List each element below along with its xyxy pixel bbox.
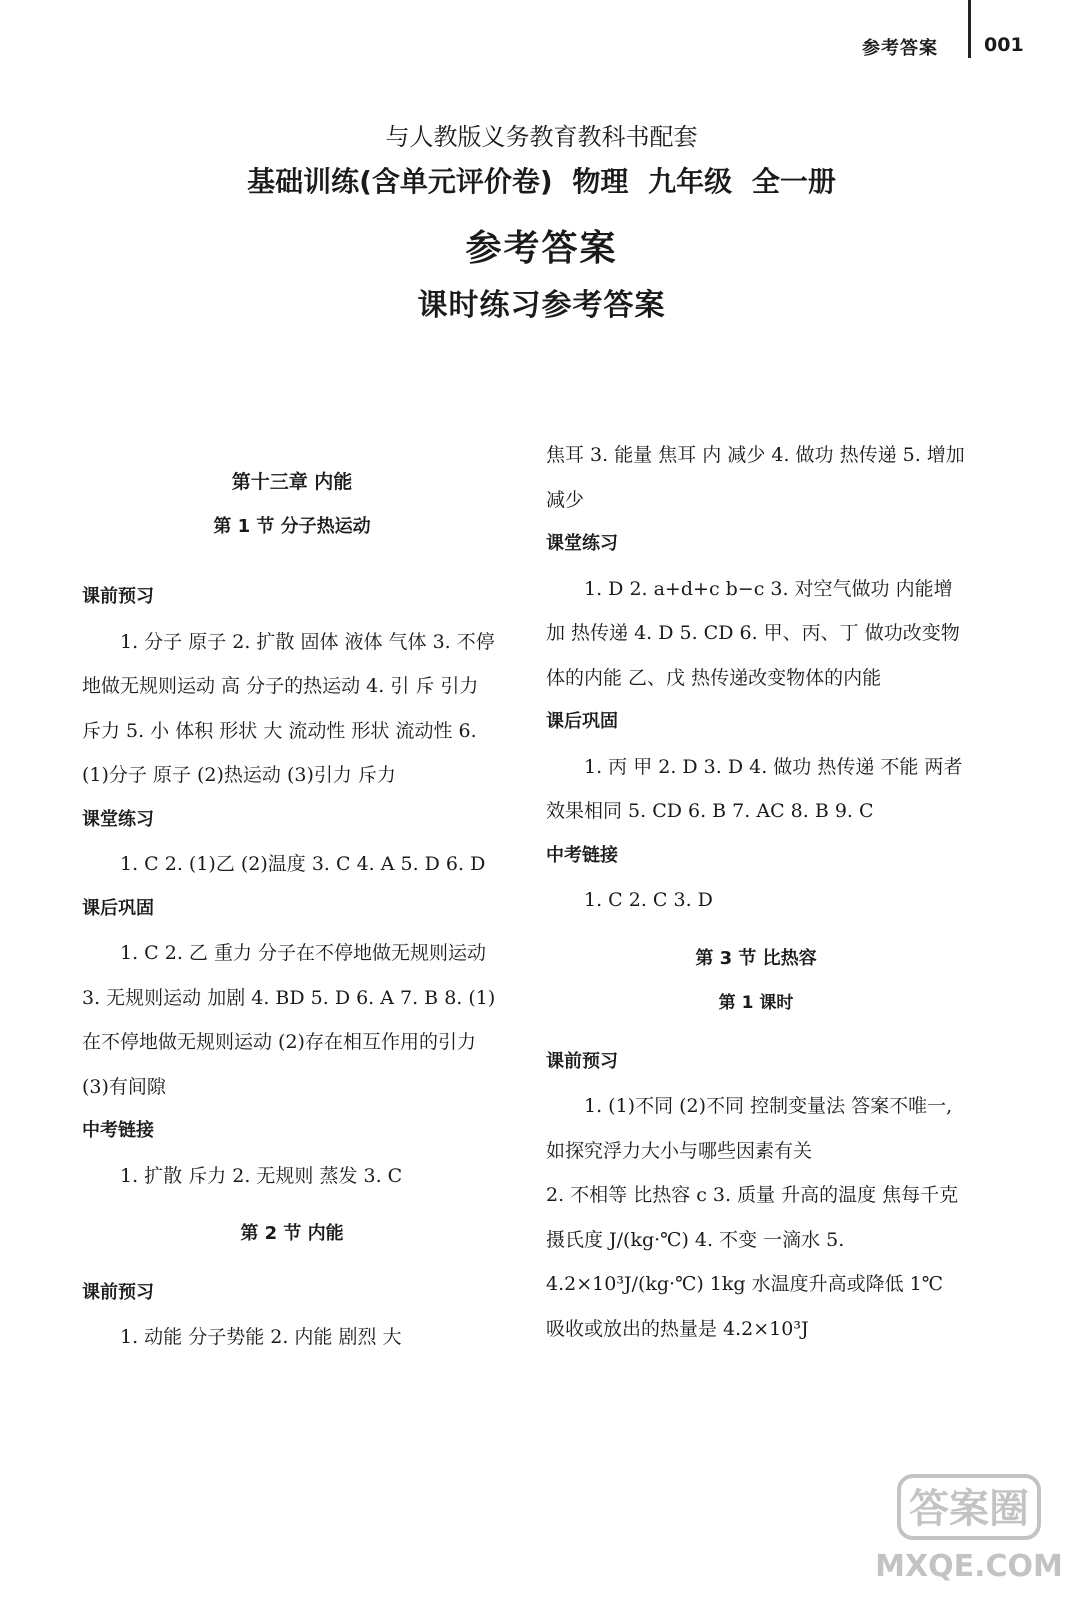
subsection-heading: 课堂练习 <box>82 808 154 830</box>
subsection-heading: 中考链接 <box>82 1120 154 1141</box>
subsection-heading: 课前预习 <box>546 1050 618 1072</box>
lesson-heading: 第 1 课时 <box>718 993 794 1013</box>
subsection-heading: 课前预习 <box>82 1281 154 1303</box>
book-subtitle: 与人教版义务教育教科书配套 <box>385 123 698 151</box>
answer-paragraph: 1. C 2. C 3. D <box>584 889 713 911</box>
subsection-heading: 课堂练习 <box>546 533 618 554</box>
answer-paragraph: 2. 不相等 比热容 c 3. 质量 升高的温度 焦每千克摄氏度 J/(kg·℃) 4. 不变 一滴水 5. 4.2×10³J/(kg·℃) 1kg 水温度升高或降低 1℃ 吸收或放出的热量是 4.2×10³J <box>546 1184 959 1340</box>
subsection-heading: 中考链接 <box>546 844 618 866</box>
section-heading-3: 第 3 节 比热容 <box>695 947 817 969</box>
right-column <box>546 433 966 1351</box>
header-label: 参考答案 <box>862 38 938 59</box>
answer-paragraph: 1. 分子 原子 2. 扩散 固体 液体 气体 3. 不停地做无规则运动 高 分子的热运动 4. 引 斥 引力 斥力 5. 小 体积 形状 大 流动性 形状 流动性 6. (1)分子 原子 (2)热运动 (3)引力 斥力 <box>82 630 495 786</box>
subsection-heading: 课前预习 <box>82 586 154 607</box>
watermark-text: 答案圈 <box>909 1486 1029 1532</box>
section-heading-2: 第 2 节 内能 <box>240 1223 344 1244</box>
answer-paragraph: 1. D 2. a+d+c b−c 3. 对空气做功 内能增加 热传递 4. D 5. CD 6. 甲、丙、丁 做功改变物体的内能 乙、戊 热传递改变物体的内能 <box>546 577 960 689</box>
answer-paragraph: 1. C 2. 乙 重力 分子在不停地做无规则运动 3. 无规则运动 加剧 4. BD 5. D 6. A 7. B 8. (1)在不停地做无规则运动 (2)存在相互作用的引力 (3)有间隙 <box>82 942 496 1098</box>
book-title: 基础训练(含单元评价卷) 物理 九年级 全一册 <box>247 165 836 198</box>
answers-title: 参考答案 <box>465 228 618 269</box>
subsection-heading: 课后巩固 <box>546 711 618 732</box>
section-heading-1: 第 1 节 分子热运动 <box>213 515 371 537</box>
watermark-url: MXQE.COM <box>875 1549 1063 1584</box>
watermark-logo <box>869 1470 1069 1590</box>
answer-paragraph: 焦耳 3. 能量 焦耳 内 减少 4. 做功 热传递 5. 增加 减少 <box>546 444 965 511</box>
lesson-answers-title: 课时练习参考答案 <box>417 288 666 323</box>
answer-paragraph: 1. (1)不同 (2)不同 控制变量法 答案不唯一,如探究浮力大小与哪些因素有关 <box>546 1095 953 1162</box>
header-divider <box>968 0 971 58</box>
subsection-heading: 课后巩固 <box>82 897 154 919</box>
left-column <box>82 460 502 1360</box>
answer-paragraph: 1. 扩散 斥力 2. 无规则 蒸发 3. C <box>120 1164 403 1187</box>
chapter-heading: 第十三章 内能 <box>231 471 353 493</box>
page-number: 001 <box>984 34 1024 56</box>
answer-paragraph: 1. 动能 分子势能 2. 内能 剧烈 大 <box>120 1326 402 1348</box>
answer-paragraph: 1. C 2. (1)乙 (2)温度 3. C 4. A 5. D 6. D <box>120 853 486 875</box>
answer-paragraph: 1. 丙 甲 2. D 3. D 4. 做功 热传递 不能 两者效果相同 5. CD 6. B 7. AC 8. B 9. C <box>546 755 963 822</box>
